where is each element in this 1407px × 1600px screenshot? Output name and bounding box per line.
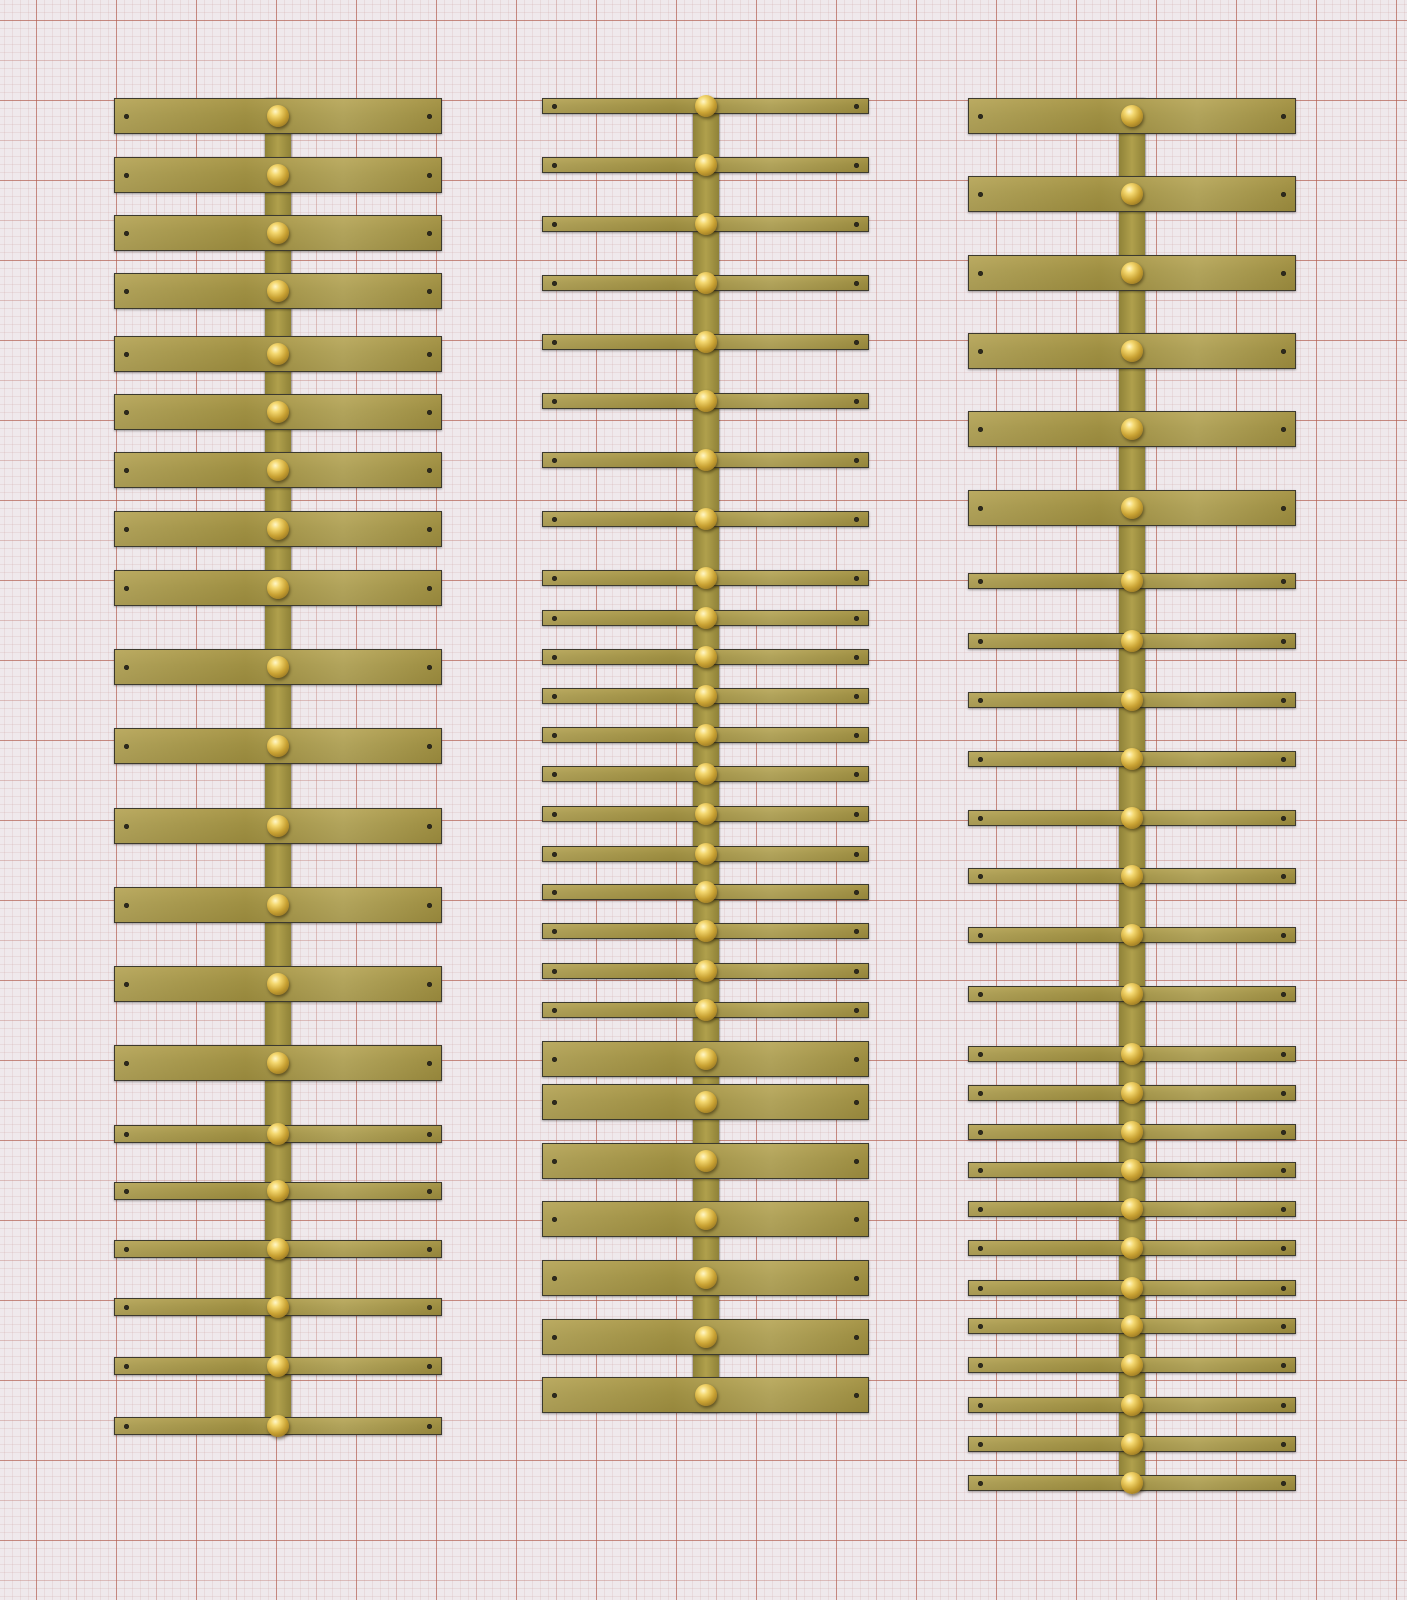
fixing-hole — [978, 816, 983, 821]
fixing-hole — [978, 271, 983, 276]
fixing-hole — [1281, 114, 1286, 119]
rivet-head — [1121, 1121, 1143, 1143]
fixing-hole — [1281, 192, 1286, 197]
rivet-head — [1121, 689, 1143, 711]
rivet-head — [1121, 340, 1143, 362]
fixing-hole — [978, 698, 983, 703]
rivet-head — [1121, 1043, 1143, 1065]
fixing-hole — [978, 579, 983, 584]
fixing-hole — [978, 1363, 983, 1368]
fixing-hole — [1281, 1324, 1286, 1329]
rivet-head — [1121, 630, 1143, 652]
rivet-head — [1121, 1433, 1143, 1455]
rivet-head — [1121, 865, 1143, 887]
rivet-head — [1121, 570, 1143, 592]
fixing-hole — [978, 874, 983, 879]
fixing-hole — [978, 1481, 983, 1486]
fixing-hole — [1281, 1481, 1286, 1486]
fixing-hole — [978, 114, 983, 119]
fixing-hole — [1281, 992, 1286, 997]
fixing-hole — [1281, 816, 1286, 821]
rivet-head — [1121, 1394, 1143, 1416]
fixing-hole — [978, 1091, 983, 1096]
fixing-hole — [978, 506, 983, 511]
fixing-hole — [1281, 1207, 1286, 1212]
fixing-hole — [978, 1052, 983, 1057]
fixing-hole — [1281, 579, 1286, 584]
fixing-hole — [1281, 1130, 1286, 1135]
rivet-head — [1121, 1159, 1143, 1181]
rivet-head — [1121, 497, 1143, 519]
fixing-hole — [978, 1286, 983, 1291]
fixing-hole — [978, 639, 983, 644]
fixing-hole — [978, 1403, 983, 1408]
rivet-head — [1121, 1198, 1143, 1220]
rivet-head — [1121, 924, 1143, 946]
rivet-head — [1121, 262, 1143, 284]
fixing-hole — [1281, 639, 1286, 644]
fixing-hole — [1281, 349, 1286, 354]
fixing-hole — [978, 1130, 983, 1135]
fixing-hole — [978, 1168, 983, 1173]
fixing-hole — [978, 992, 983, 997]
fixing-hole — [978, 349, 983, 354]
fixing-hole — [978, 427, 983, 432]
rivet-head — [1121, 1315, 1143, 1337]
fixing-hole — [1281, 506, 1286, 511]
fixing-hole — [978, 1324, 983, 1329]
fixing-hole — [1281, 1168, 1286, 1173]
rivet-head — [1121, 183, 1143, 205]
fixing-hole — [1281, 1363, 1286, 1368]
fixing-hole — [978, 1207, 983, 1212]
rivet-head — [1121, 1354, 1143, 1376]
rivet-head — [1121, 105, 1143, 127]
fixing-hole — [1281, 698, 1286, 703]
fixing-hole — [1281, 1442, 1286, 1447]
fixing-hole — [978, 192, 983, 197]
rivet-head — [1121, 1472, 1143, 1494]
fixing-hole — [1281, 271, 1286, 276]
fixing-hole — [1281, 757, 1286, 762]
fixing-hole — [1281, 1052, 1286, 1057]
fixing-hole — [1281, 427, 1286, 432]
fixing-hole — [1281, 933, 1286, 938]
rivet-head — [1121, 748, 1143, 770]
rivet-head — [1121, 1277, 1143, 1299]
fixing-hole — [1281, 1403, 1286, 1408]
fixing-hole — [978, 933, 983, 938]
rivet-head — [1121, 1082, 1143, 1104]
fixing-hole — [978, 1246, 983, 1251]
fixing-hole — [1281, 1286, 1286, 1291]
fixing-hole — [978, 757, 983, 762]
rivet-head — [1121, 418, 1143, 440]
fixing-hole — [1281, 1246, 1286, 1251]
rivet-head — [1121, 807, 1143, 829]
fixing-hole — [1281, 874, 1286, 879]
fixing-hole — [978, 1442, 983, 1447]
rivet-head — [1121, 983, 1143, 1005]
fixing-hole — [1281, 1091, 1286, 1096]
rivet-head — [1121, 1237, 1143, 1259]
